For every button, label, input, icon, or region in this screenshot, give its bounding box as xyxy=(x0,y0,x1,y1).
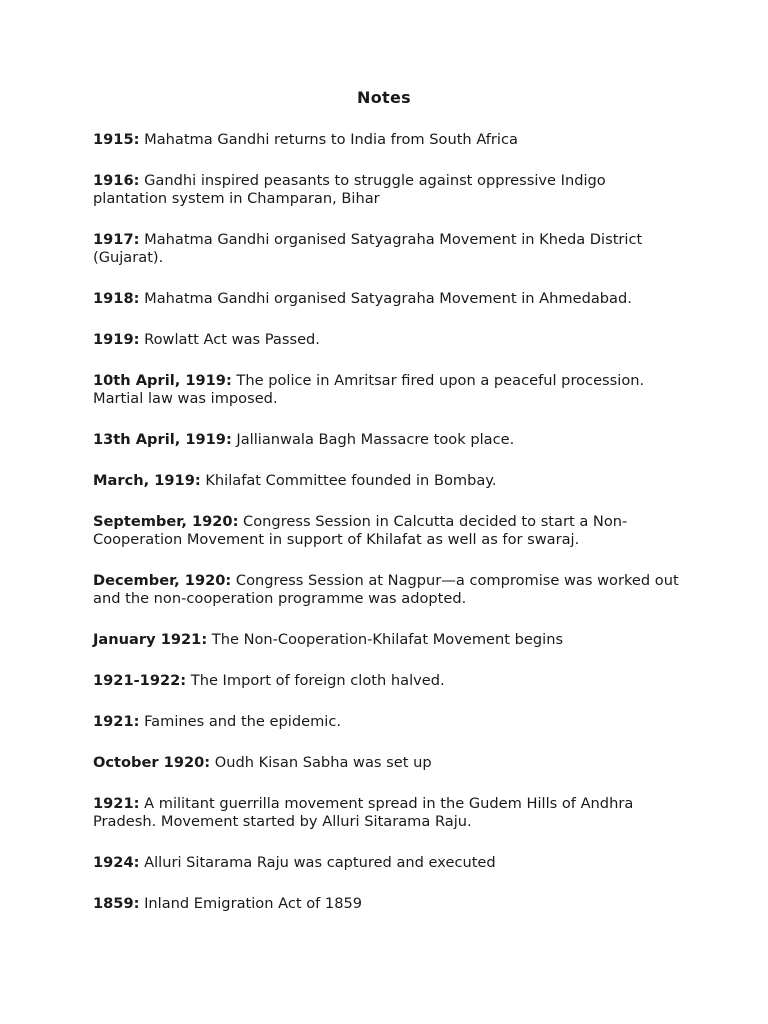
note-item xyxy=(93,472,683,490)
page-title: Notes xyxy=(357,88,411,107)
note-text: Khilafat Committee founded in Bombay. xyxy=(200,472,497,489)
note-date: October 1920: xyxy=(93,754,211,771)
note-item xyxy=(93,513,683,549)
note-item xyxy=(93,290,683,308)
note-item xyxy=(93,795,683,831)
note-text: Gandhi inspired peasants to struggle against oppressive Indigo plantation system in Champaran, Bihar xyxy=(93,172,606,207)
note-date: 1921-1922: xyxy=(93,672,187,689)
note-item xyxy=(93,131,683,149)
note-text: A militant guerrilla movement spread in the Gudem Hills of Andhra Pradesh. Movement started by Alluri Sitarama Raju. xyxy=(93,795,634,830)
note-item xyxy=(93,754,683,772)
note-text: The police in Amritsar fired upon a peaceful procession. Martial law was imposed. xyxy=(93,372,645,407)
note-date: 13th April, 1919: xyxy=(93,431,232,448)
note-text: Inland Emigration Act of 1859 xyxy=(139,895,363,912)
note-item xyxy=(93,854,683,872)
note-text: Mahatma Gandhi returns to India from South Africa xyxy=(139,131,518,148)
note-text: Alluri Sitarama Raju was captured and executed xyxy=(139,854,496,871)
note-date: January 1921: xyxy=(93,631,208,648)
note-date: September, 1920: xyxy=(93,513,239,530)
note-date: 1918: xyxy=(93,290,140,307)
note-text: Mahatma Gandhi organised Satyagraha Movement in Kheda District (Gujarat). xyxy=(93,231,643,266)
note-text: Rowlatt Act was Passed. xyxy=(139,331,320,348)
note-date: March, 1919: xyxy=(93,472,201,489)
note-item xyxy=(93,713,683,731)
note-date: 1921: xyxy=(93,795,140,812)
note-date: 1921: xyxy=(93,713,140,730)
note-item xyxy=(93,231,683,267)
note-date: 1915: xyxy=(93,131,140,148)
note-text: The Import of foreign cloth halved. xyxy=(186,672,445,689)
note-text: Jallianwala Bagh Massacre took place. xyxy=(231,431,515,448)
note-item xyxy=(93,572,683,608)
note-date: December, 1920: xyxy=(93,572,232,589)
note-text: Congress Session in Calcutta decided to start a Non-Cooperation Movement in support of Khilafat as well as for swaraj. xyxy=(93,513,628,548)
note-date: 1917: xyxy=(93,231,140,248)
note-date: 10th April, 1919: xyxy=(93,372,232,389)
notes-list xyxy=(93,131,683,936)
note-text: Congress Session at Nagpur—a compromise was worked out and the non-cooperation programme was adopted. xyxy=(93,572,679,607)
note-text: Oudh Kisan Sabha was set up xyxy=(210,754,432,771)
note-item xyxy=(93,895,683,913)
note-item xyxy=(93,431,683,449)
note-date: 1924: xyxy=(93,854,140,871)
note-item xyxy=(93,331,683,349)
note-item xyxy=(93,372,683,408)
note-item xyxy=(93,631,683,649)
note-text: The Non-Cooperation-Khilafat Movement begins xyxy=(207,631,564,648)
note-date: 1919: xyxy=(93,331,140,348)
note-item xyxy=(93,172,683,208)
note-date: 1916: xyxy=(93,172,140,189)
note-date: 1859: xyxy=(93,895,140,912)
note-text: Mahatma Gandhi organised Satyagraha Movement in Ahmedabad. xyxy=(139,290,632,307)
note-text: Famines and the epidemic. xyxy=(139,713,342,730)
note-item xyxy=(93,672,683,690)
